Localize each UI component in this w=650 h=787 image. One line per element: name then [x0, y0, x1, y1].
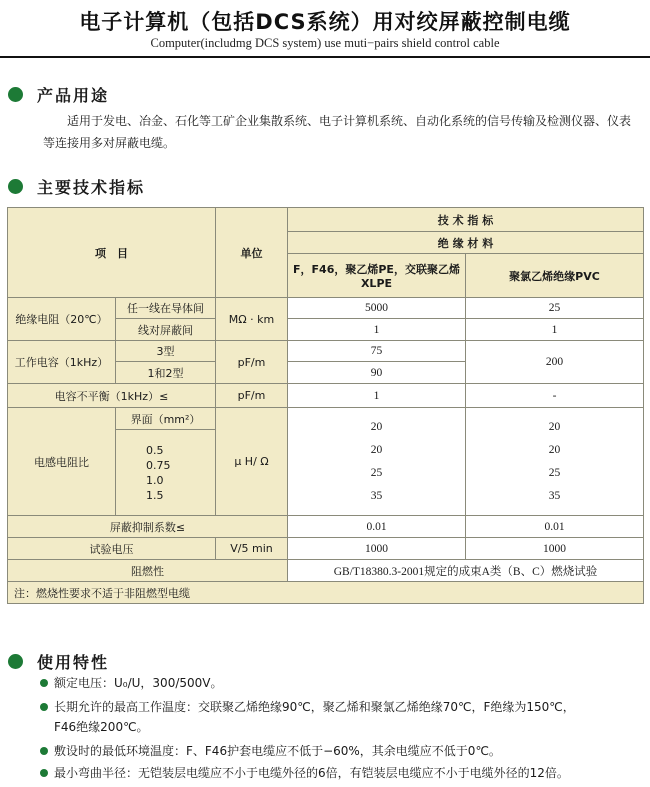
- spec-table: [7, 207, 644, 604]
- section-usage-heading: [8, 83, 109, 106]
- section-title: 使用特性: [37, 653, 110, 672]
- section-features-heading: [8, 650, 109, 673]
- cell: 20: [370, 420, 383, 433]
- row-sub: 线对屏蔽间: [116, 319, 216, 341]
- list-item: 敷设时的最低环境温度：F、F46护套电缆应不低于−60%，其余电缆应不低于0℃。: [40, 741, 501, 761]
- size-list: [116, 430, 216, 516]
- list-item-continuation: F46绝缘200℃。: [54, 720, 149, 734]
- cell: 20: [548, 420, 561, 433]
- list-item: 长期允许的最高工作温度：交联聚乙烯绝缘90℃，聚乙烯和聚氯乙烯绝缘70℃，F绝缘为150℃，: [40, 697, 575, 717]
- row-sub: 1和2型: [116, 362, 216, 384]
- cell: 25: [466, 298, 644, 319]
- cell: 25: [548, 466, 561, 479]
- row-unit: pF/m: [216, 384, 288, 408]
- row-sub: 3型: [116, 341, 216, 362]
- row-unit: V/5 min: [216, 538, 288, 560]
- bullet-icon: [40, 769, 48, 777]
- cell: 90: [288, 362, 466, 384]
- cell: 1: [288, 319, 466, 341]
- row-label: 绝缘电阻（20℃）: [8, 298, 116, 341]
- cell: 5000: [288, 298, 466, 319]
- cell: 0.75: [146, 458, 171, 472]
- cell: 1.5: [146, 488, 164, 502]
- cell: -: [466, 384, 644, 408]
- row-sub: 任一线在导体间: [116, 298, 216, 319]
- usage-paragraph: 适用于发电、冶金、石化等工矿企业集散系统、电子计算机系统、自动化系统的信号传输及检测仪器、仪表等连接用多对屏蔽电缆。: [43, 114, 632, 150]
- header-unit: 单位: [216, 208, 288, 298]
- title-divider: [0, 56, 650, 58]
- bullet-icon: [40, 703, 48, 711]
- cell: 35: [370, 489, 383, 502]
- cell: 0.01: [288, 516, 466, 538]
- row-label: 电感电阻比: [8, 408, 116, 516]
- row-label: 工作电容（1kHz）: [8, 341, 116, 384]
- table-note: 注：燃烧性要求不适于非阻燃型电缆: [8, 582, 644, 604]
- cell-stack: [288, 408, 466, 516]
- row-sub: 界面（mm²）: [116, 408, 216, 430]
- bullet-dot-icon: [8, 87, 23, 102]
- cell: 1000: [288, 538, 466, 560]
- page-subtitle: Computer(includmg DCS system) use muti−pairs shield control cable: [150, 36, 500, 50]
- row-unit: μ H/ Ω: [216, 408, 288, 516]
- cell: 0.01: [466, 516, 644, 538]
- section-spec-heading: [8, 175, 145, 198]
- cell: 1: [466, 319, 644, 341]
- row-label: 屏蔽抑制系数≤: [8, 516, 288, 538]
- row-unit: MΩ · km: [216, 298, 288, 341]
- row-unit: pF/m: [216, 341, 288, 384]
- list-item: 最小弯曲半径：无铠装层电缆应不小于电缆外径的6倍，有铠装层电缆应不小于电缆外径的12倍。: [40, 763, 569, 783]
- row-label: 试验电压: [8, 538, 216, 560]
- cell-stack: [466, 408, 644, 516]
- cell: 20: [370, 443, 383, 456]
- bullet-icon: [40, 747, 48, 755]
- cell: 0.5: [146, 443, 164, 457]
- cell: 200: [466, 341, 644, 384]
- cell: 25: [370, 466, 383, 479]
- bullet-dot-icon: [8, 654, 23, 669]
- list-item: 额定电压：U₀/U，300/500V。: [40, 673, 222, 693]
- section-title: 产品用途: [37, 86, 110, 105]
- header-tech: 技 术 指 标: [288, 208, 644, 232]
- header-pe: F，F46，聚乙烯PE，交联聚乙烯XLPE: [288, 254, 466, 298]
- cell: 1.0: [146, 473, 164, 487]
- cell: 35: [548, 489, 561, 502]
- row-label: 电容不平衡（1kHz）≤: [8, 384, 216, 408]
- header-insulation: 绝 缘 材 料: [288, 232, 644, 254]
- cell: 1000: [466, 538, 644, 560]
- row-label: 阻燃性: [8, 560, 288, 582]
- cell: 75: [288, 341, 466, 362]
- header-pvc: 聚氯乙烯绝缘PVC: [466, 254, 644, 298]
- header-item: 项 目: [8, 208, 216, 298]
- cell: 20: [548, 443, 561, 456]
- cell: GB/T18380.3-2001规定的成束A类（B、C）燃烧试验: [288, 560, 644, 582]
- bullet-dot-icon: [8, 179, 23, 194]
- bullet-icon: [40, 679, 48, 687]
- page-title: 电子计算机（包括DCS系统）用对绞屏蔽控制电缆: [79, 10, 571, 34]
- section-title: 主要技术指标: [37, 178, 146, 197]
- cell: 1: [288, 384, 466, 408]
